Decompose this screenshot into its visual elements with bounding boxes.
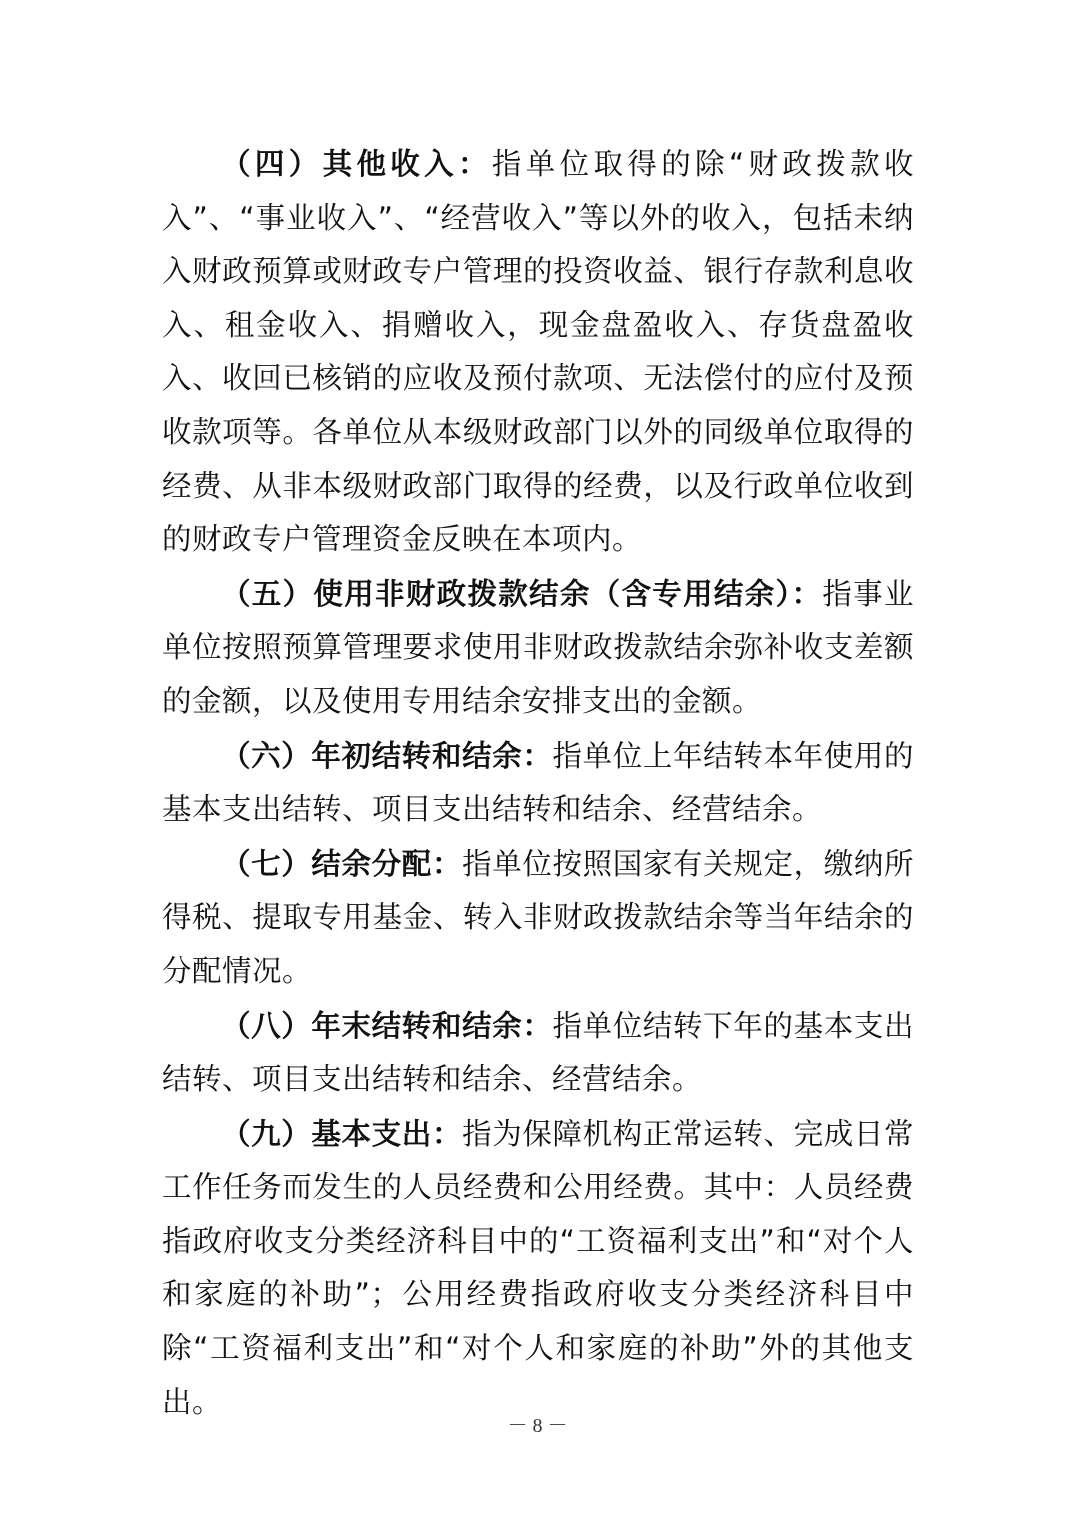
term-heading: （七）结余分配： — [221, 845, 463, 881]
paragraph-basic-expenditure — [162, 1107, 914, 1430]
term-heading: （四）其他收入： — [221, 146, 492, 181]
paragraph-text: 指单位取得的除“财政拨款收入”、“事业收入”、“经营收入”等以外的收入，包括未纳入财政预算或财政专户管理的投资收益、银行存款利息收入、租金收入、捐赠收入，现金盘盈收入、存货盘盈收入、收回已核销的应收及预付款项、无法偿付的应付及预收款项等。各单位从本级财政部门以外的同级单位取得的经费、从非本级财政部门取得的经费，以及行政单位收到的财政专户管理资金反映在本项内。 — [162, 147, 914, 557]
paragraph-text: 指单位结转下年的基本支出结转、项目支出结转和结余、经营结余。 — [162, 1008, 914, 1097]
paragraph-surplus-distribution — [162, 837, 914, 999]
paragraph-text: 指单位按照国家有关规定，缴纳所得税、提取专用基金、转入非财政拨款结余等当年结余的分配情况。 — [162, 846, 914, 988]
page-number: － 8 － — [507, 1415, 568, 1437]
term-heading: （五）使用非财政拨款结余（含专用结余）： — [221, 575, 823, 611]
term-heading: （六）年初结转和结余： — [221, 737, 553, 773]
paragraph-closing-carryover — [162, 999, 914, 1107]
paragraph-text: 指事业单位按照预算管理要求使用非财政拨款结余弥补收支差额的金额，以及使用专用结余安排支出的金额。 — [162, 576, 914, 718]
paragraph-other-income — [162, 137, 914, 567]
paragraph-non-fiscal-balance — [162, 567, 914, 729]
term-heading: （九）基本支出： — [221, 1115, 463, 1151]
paragraph-text: 指为保障机构正常运转、完成日常工作任务而发生的人员经费和公用经费。其中：人员经费指政府收支分类经济科目中的“工资福利支出”和“对个人和家庭的补助”；公用经费指政府收支分类经济科目中除“工资福利支出”和“对个人和家庭的补助”外的其他支出。 — [162, 1116, 914, 1419]
paragraph-opening-carryover — [162, 729, 914, 837]
document-body — [162, 137, 914, 1429]
paragraph-text: 指单位上年结转本年使用的基本支出结转、项目支出结转和结余、经营结余。 — [162, 738, 914, 827]
term-heading: （八）年末结转和结余： — [221, 1007, 553, 1043]
